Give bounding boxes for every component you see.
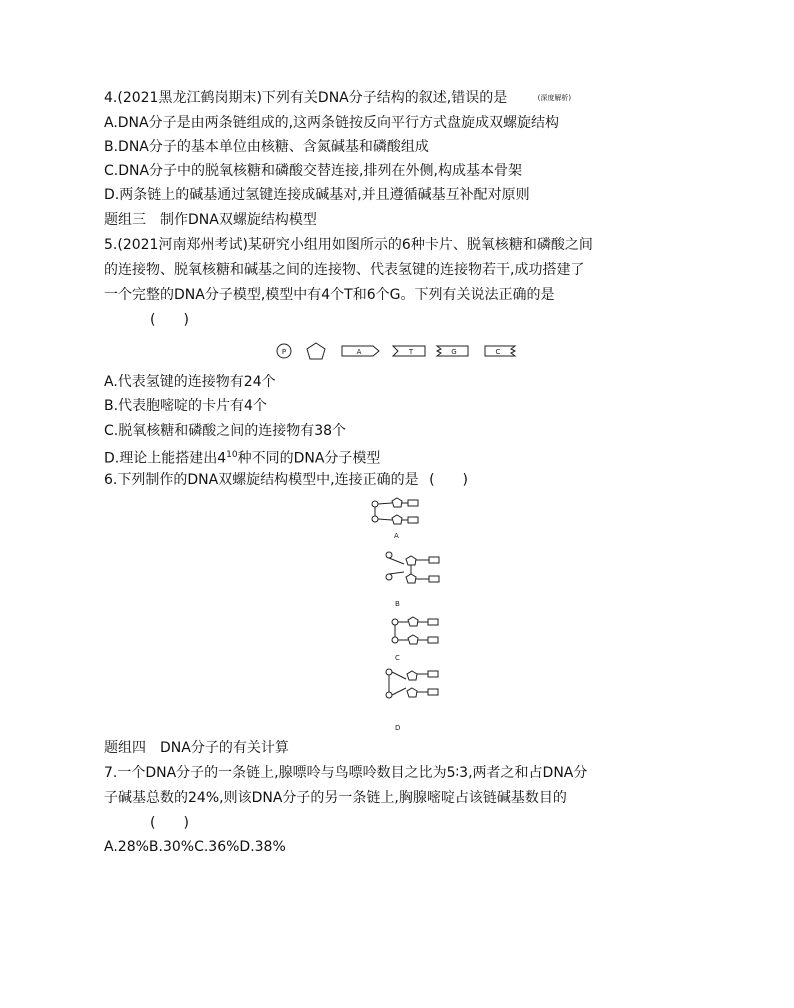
q6-models-figure xyxy=(364,492,434,737)
q4-stem-text: 4.(2021黑龙江鹤岗期末)下列有关DNA分子结构的叙述,错误的是 xyxy=(104,90,508,106)
group3-heading: 题组三 制作DNA双螺旋结构模型 xyxy=(104,212,317,228)
q4-option-b: B.DNA分子的基本单位由核糖、含氮碱基和磷酸组成 xyxy=(104,139,429,155)
base-card-t xyxy=(393,346,425,356)
base-card-g xyxy=(437,346,468,356)
q6-stem xyxy=(104,470,468,490)
phosphate-card-label: P xyxy=(281,348,287,356)
base-card-t-label: T xyxy=(408,348,414,356)
q4-option-d: D.两条链上的碱基通过氢键连接成碱基对,并且遵循碱基互补配对原则 xyxy=(104,187,530,203)
model-d-label: D xyxy=(395,724,401,732)
model-a-label: A xyxy=(394,532,399,540)
q5-option-c: C.脱氧核糖和磷酸之间的连接物有38个 xyxy=(104,423,347,439)
base-card-g-label: G xyxy=(451,348,457,356)
q7-options: A.28%B.30%C.36%D.38% xyxy=(104,839,286,855)
q7-line1: 7.一个DNA分子的一条链上,腺嘌呤与鸟嘌呤数目之比为5∶3,两者之和占DNA分 xyxy=(104,765,588,781)
model-a xyxy=(372,498,418,540)
q5-cards-figure xyxy=(270,340,530,364)
base-card-a-label: A xyxy=(356,348,362,356)
q6-paren: ( ) xyxy=(429,472,469,488)
q7-line2: 子碱基总数的24%,则该DNA分子的另一条链上,胸腺嘧啶占该链碱基数目的 xyxy=(104,790,567,806)
base-card-c xyxy=(485,346,515,356)
q5-option-d xyxy=(104,445,380,469)
model-c-label: C xyxy=(395,654,400,662)
q5-line1: 5.(2021河南郑州考试)某研究小组用如图所示的6种卡片、脱氧核糖和磷酸之间 xyxy=(104,237,593,253)
group4-heading: 题组四 DNA分子的有关计算 xyxy=(104,740,289,756)
model-d xyxy=(386,669,438,732)
model-c xyxy=(392,617,438,662)
q5-line2: 的连接物、脱氧核糖和碱基之间的连接物、代表氢键的连接物若干,成功搭建了 xyxy=(104,262,585,278)
q5-paren: ( ) xyxy=(150,312,189,328)
q4-option-a: A.DNA分子是由两条链组成的,这两条链按反向平行方式盘旋成双螺旋结构 xyxy=(104,115,560,131)
model-b xyxy=(386,552,439,608)
q6-stem-text: 6.下列制作的DNA双螺旋结构模型中,连接正确的是 xyxy=(104,472,419,488)
q5-option-d-exponent: 10 xyxy=(226,450,238,460)
phosphate-card xyxy=(277,344,291,358)
q4-option-c: C.DNA分子中的脱氧核糖和磷酸交替连接,排列在外侧,构成基本骨架 xyxy=(104,163,522,179)
q5-line3: 一个完整的DNA分子模型,模型中有4个T和6个G。下列有关说法正确的是 xyxy=(104,287,555,303)
q4-note: (深度解析) xyxy=(537,94,572,102)
base-card-a xyxy=(342,346,379,356)
q5-option-b: B.代表胞嘧啶的卡片有4个 xyxy=(104,398,267,414)
deoxyribose-card xyxy=(307,343,325,359)
q5-option-d-pre: D.理论上能搭建出4 xyxy=(104,450,227,467)
q7-paren: ( ) xyxy=(150,815,189,831)
q4-stem xyxy=(104,88,571,108)
base-card-c-label: C xyxy=(495,348,501,356)
model-b-label: B xyxy=(395,600,400,608)
q5-option-a: A.代表氢键的连接物有24个 xyxy=(104,374,276,390)
q5-option-d-post: 种不同的DNA分子模型 xyxy=(237,450,381,467)
